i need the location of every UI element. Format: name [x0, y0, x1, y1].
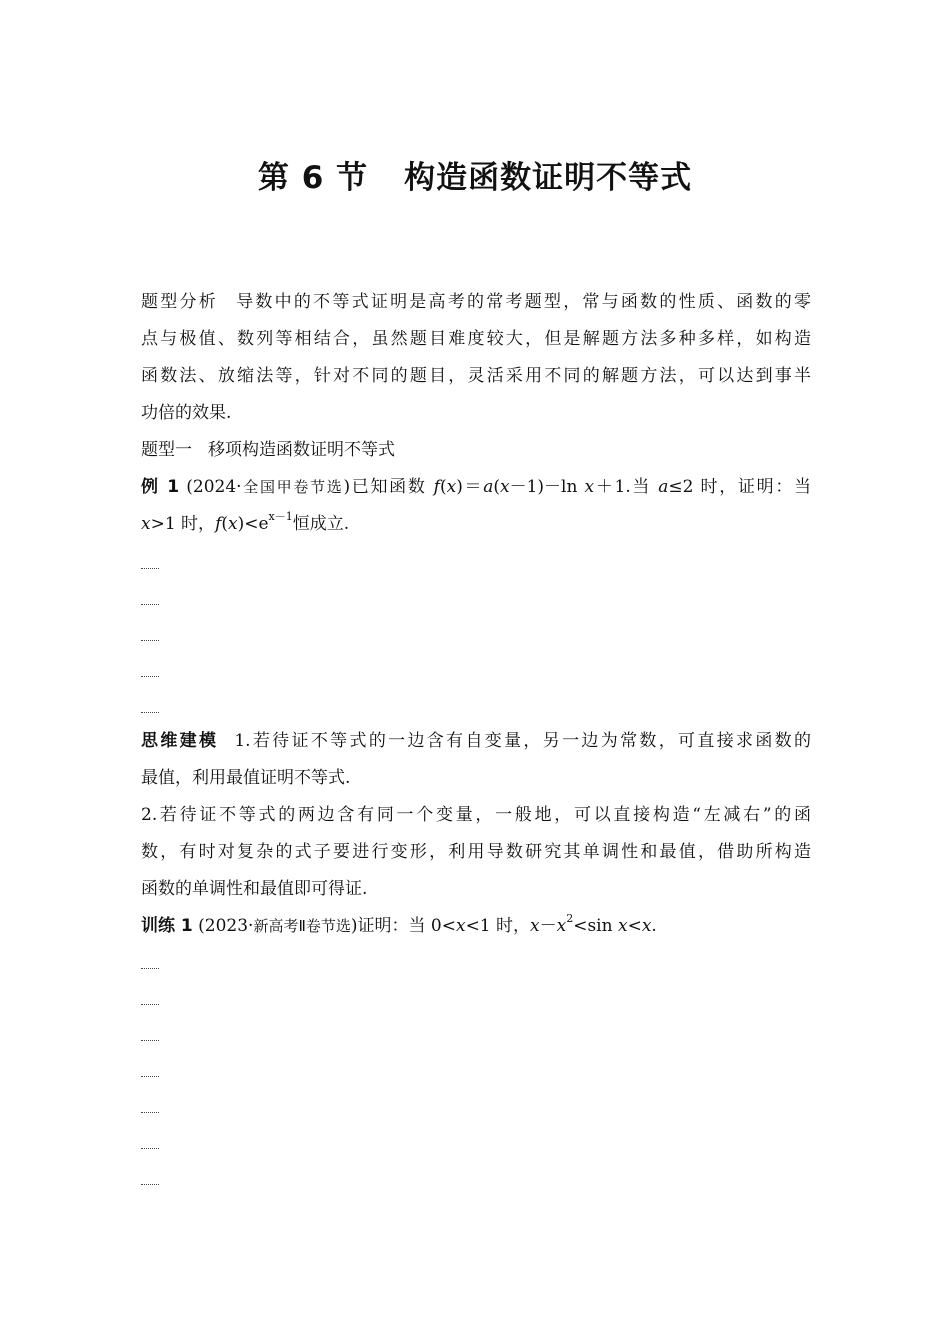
answer-line [141, 1184, 159, 1185]
page-title [0, 152, 950, 197]
example-label: 例 1 [141, 477, 180, 497]
example-1-line-2: x>1 时，$f(x)<e^{x-1}$恒成立. [141, 510, 350, 534]
modeling-label: 思维建模 [141, 731, 219, 751]
answer-line [141, 568, 159, 569]
answer-line [141, 1004, 159, 1005]
section-name: 构造函数证明不等式 [404, 160, 693, 196]
analysis-line-1: 题型分析 导数中的不等式证明是高考的常考题型，常与函数的性质、函数的零 [141, 292, 812, 312]
type-label: 题型一 [141, 440, 192, 460]
analysis-label: 题型分析 [141, 292, 218, 312]
modeling-line-5: 函数的单调性和最值即可得证. [141, 879, 368, 899]
section-number: 第 6 节 [257, 160, 369, 196]
exponent: x－1 [268, 510, 293, 524]
answer-line [141, 640, 159, 641]
answer-line [141, 604, 159, 605]
answer-line [141, 676, 159, 677]
example-1-line-1: 例 1 (2024·全国甲卷节选)已知函数 f(x)＝a(x－1)－ln x＋1.当 a≤2 时，证明：当 [141, 477, 812, 497]
answer-line [141, 1076, 159, 1077]
modeling-line-3: 2.若待证不等式的两边含有同一个变量，一般地，可以直接构造“左减右”的函 [141, 805, 811, 825]
answer-line [141, 968, 159, 969]
answer-line [141, 712, 159, 713]
modeling-line-2: 最值，利用最值证明不等式. [141, 768, 351, 788]
analysis-line-3: 函数法、放缩法等，针对不同的题目，灵活采用不同的解题方法，可以达到事半 [141, 366, 811, 386]
modeling-line-1: 思维建模 1.若待证不等式的一边含有自变量，另一边为常数，可直接求函数的 [141, 731, 812, 751]
modeling-line-4: 数，有时对复杂的式子要进行变形，利用导数研究其单调性和最值，借助所构造 [141, 842, 811, 862]
training-1-line: 训练 1 (2023·新高考Ⅱ卷节选)证明：当 0<x<1 时，$x-x^2<\sin$ x<x. [141, 912, 657, 936]
answer-line [141, 1112, 159, 1113]
type-name: 移项构造函数证明不等式 [208, 440, 395, 460]
training-source: 新高考Ⅱ卷节选 [253, 917, 351, 935]
analysis-line-2: 点与极值、数列等相结合，虽然题目难度较大，但是解题方法多种多样，如构造 [141, 329, 811, 349]
question-type-heading [141, 440, 811, 460]
answer-line [141, 1148, 159, 1149]
example-source: 全国甲卷节选 [241, 478, 344, 496]
answer-line [141, 1040, 159, 1041]
training-label: 训练 1 [141, 916, 193, 936]
analysis-line-4: 功倍的效果. [141, 403, 232, 423]
